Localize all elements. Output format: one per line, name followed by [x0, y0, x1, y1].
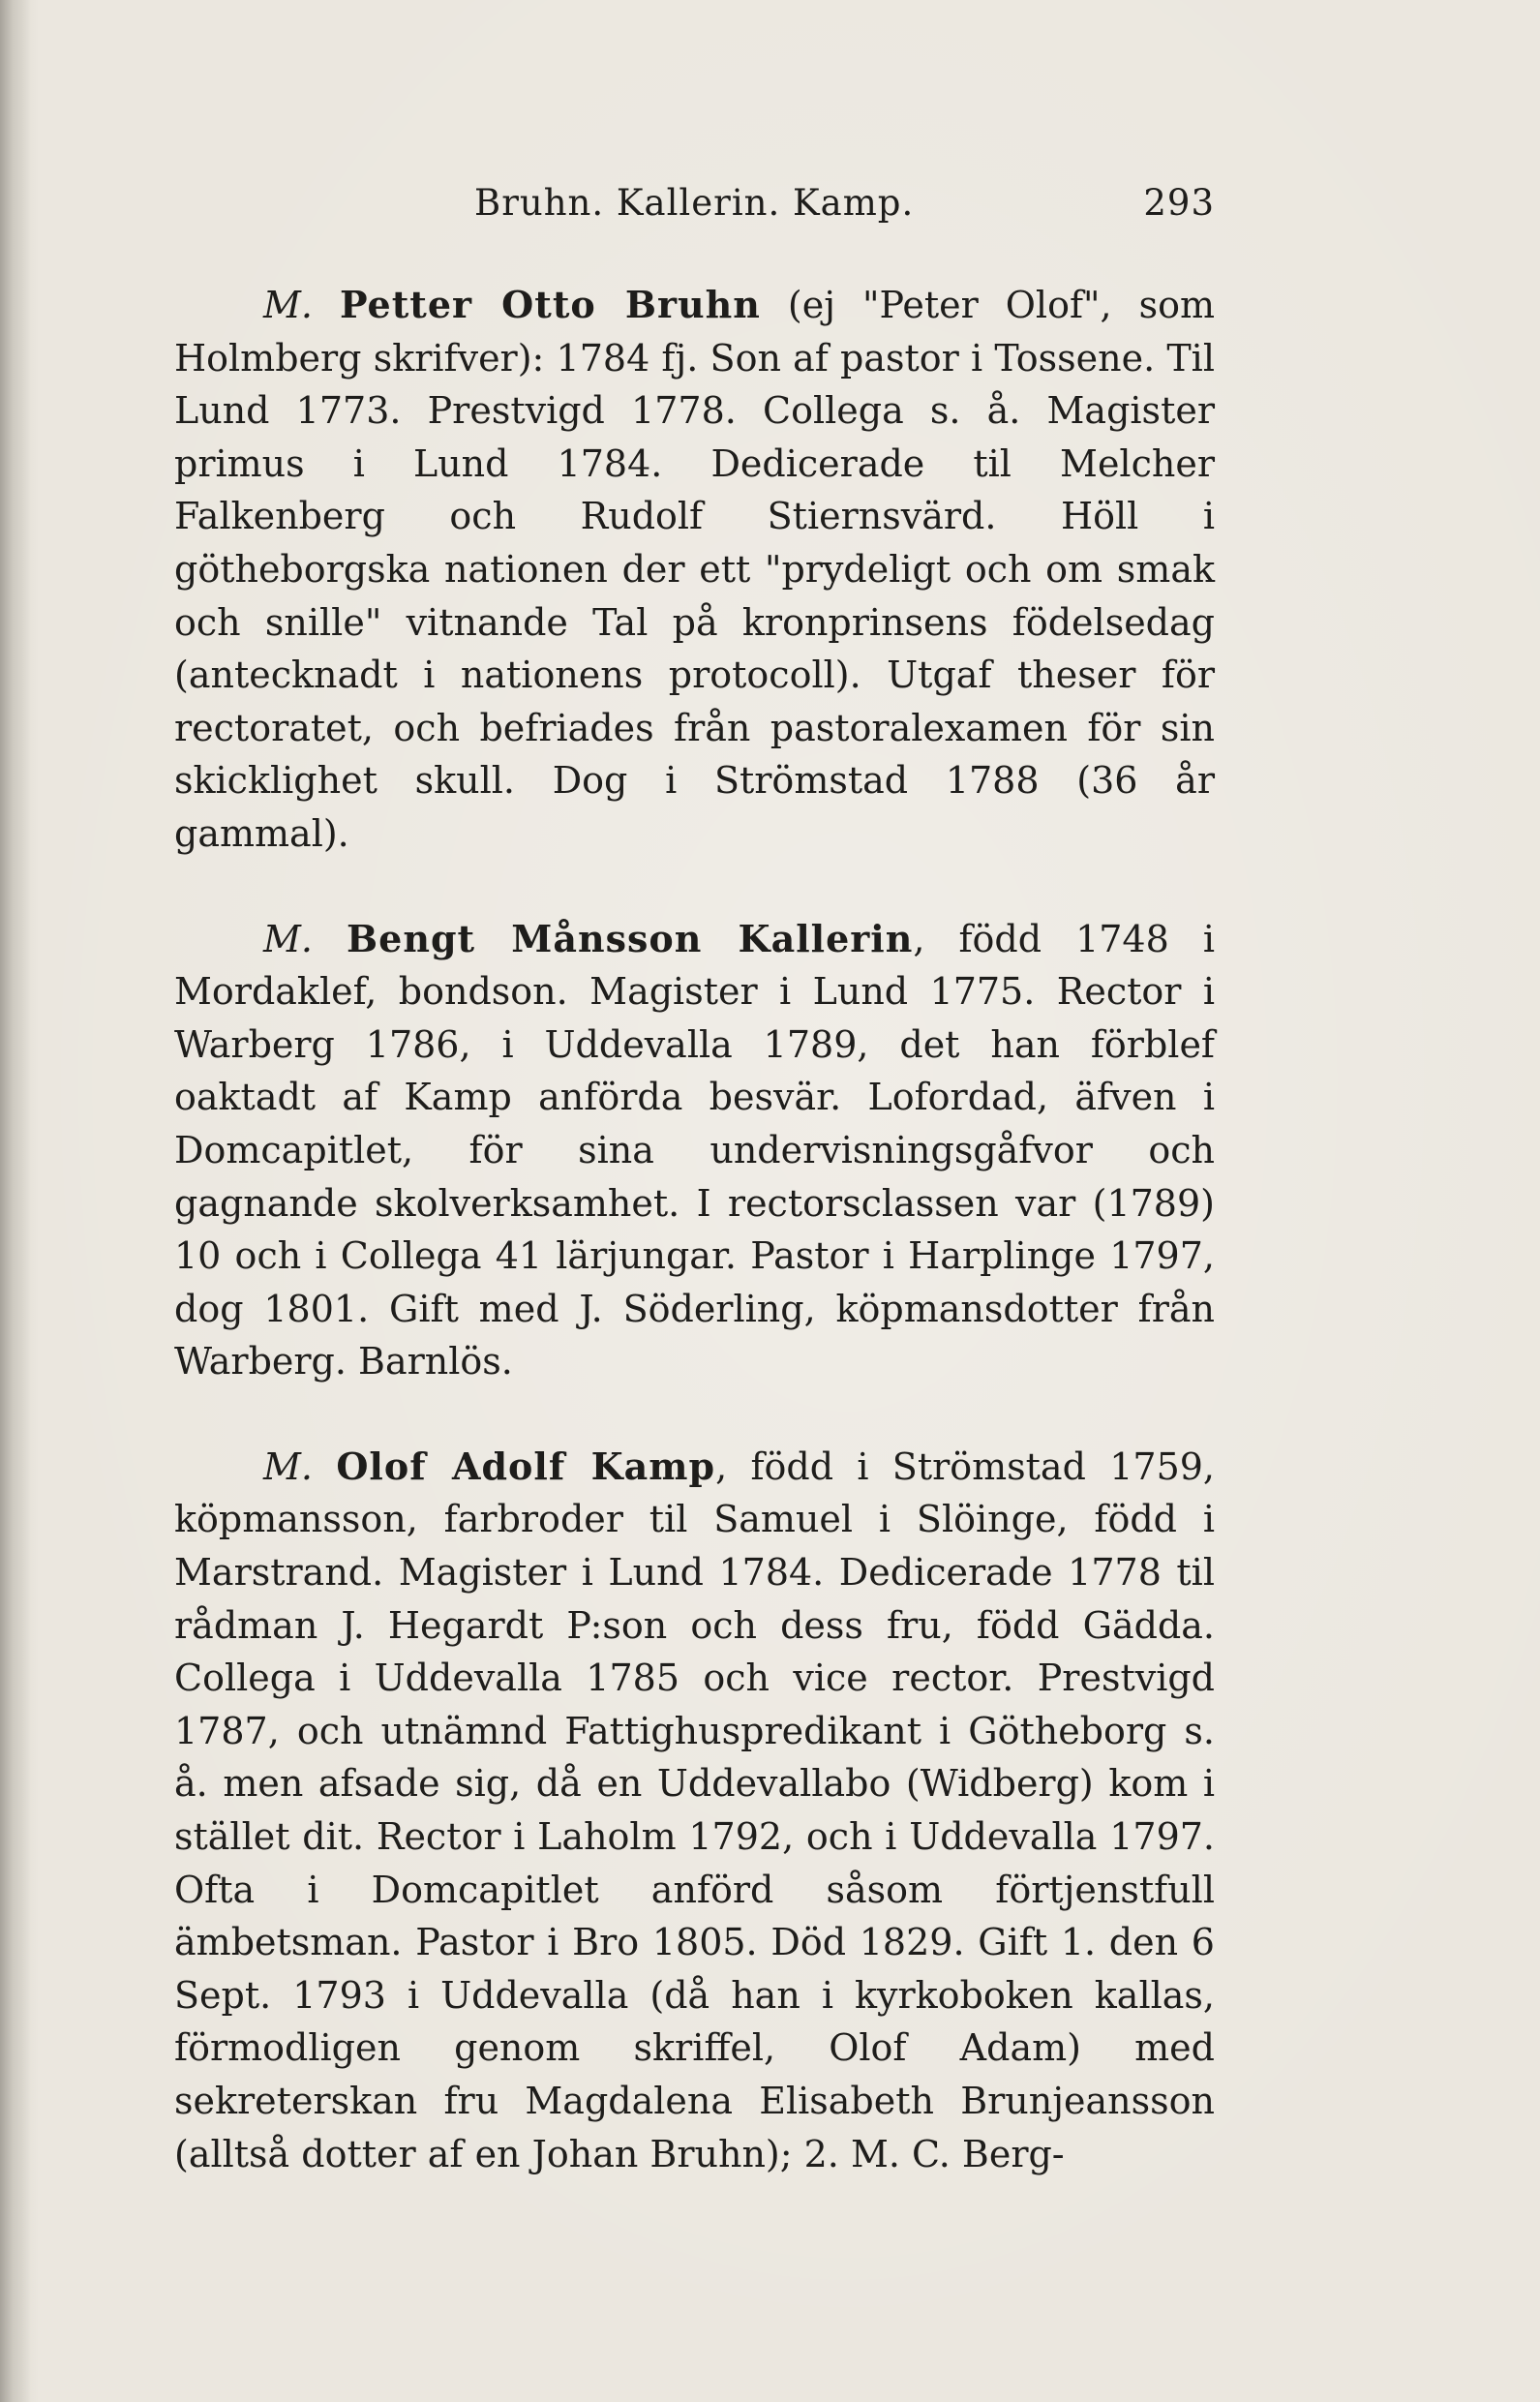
page-gutter-shadow: [0, 0, 31, 2402]
entry-text: , född i Strömstad 1759, köpmansson, farbroder til Samuel i Slöinge, född i Marstrand. Magister i Lund 1784. Dedicerade 1778 til rådman J. Hegardt P:son och dess fru, född Gädda. Collega i Uddevalla 1785 och vice rector. Prestvigd 1787, och utnämnd Fattighuspredikant i Götheborg s. å. men afsade sig, då en Uddevallabo (Widberg) kom i stället dit. Rector i Laholm 1792, och i Uddevalla 1797. Ofta i Domcapitlet anförd såsom förtjenstfull ämbetsman. Pastor i Bro 1805. Död 1829. Gift 1. den 6 Sept. 1793 i Uddevalla (då han i kyrkoboken kallas, förmodligen genom skriffel, Olof Adam) med sekreterskan fru Magdalena Elisabeth Brunjeansson (alltså dotter af en Johan Bruhn); 2. M. C. Berg-: [174, 1444, 1215, 2175]
entry-kamp: [174, 1441, 1215, 2180]
entry-bruhn: [174, 279, 1215, 861]
entry-name: Petter Otto Bruhn: [340, 283, 761, 326]
running-head: [174, 182, 1215, 240]
running-title: Bruhn. Kallerin. Kamp.: [474, 182, 915, 224]
biography-entries: [174, 279, 1215, 2180]
entry-degree-abbr: M.: [263, 1444, 313, 1488]
entry-name: Bengt Månsson Kallerin: [347, 916, 914, 960]
entry-degree-abbr: M.: [263, 917, 313, 960]
entry-degree-abbr: M.: [263, 284, 313, 326]
page-number: 293: [1143, 182, 1215, 224]
entry-name: Olof Adolf Kamp: [336, 1444, 716, 1488]
entry-text: (ej "Peter Olof", som Holmberg skrifver): 1784 fj. Son af pastor i Tossene. Til Lund 1773. Prestvigd 1778. Collega s. å. Magister primus i Lund 1784. Dedicerade til Melcher Falkenberg och Rudolf Stiernsvärd. Höll i götheborgska nationen der ett "prydeligt och om smak och snille" vitnande Tal på kronprinsens födelsedag (antecknadt i nationens protocoll). Utgaf theser för rectoratet, och befriades från pastoralexamen för sin skicklighet skull. Dog i Strömstad 1788 (36 år gammal).: [174, 284, 1215, 855]
entry-kallerin: [174, 913, 1215, 1388]
entry-text: , född 1748 i Mordaklef, bondson. Magister i Lund 1775. Rector i Warberg 1786, i Uddevalla 1789, det han förblef oaktadt af Kamp anförda besvär. Lofordad, äfven i Domcapitlet, för sina undervisningsgåfvor och gagnande skolverksamhet. I rectorsclassen var (1789) 10 och i Collega 41 lärjungar. Pastor i Harplinge 1797, dog 1801. Gift med J. Söderling, köpmansdotter från Warberg. Barnlös.: [174, 917, 1215, 1383]
